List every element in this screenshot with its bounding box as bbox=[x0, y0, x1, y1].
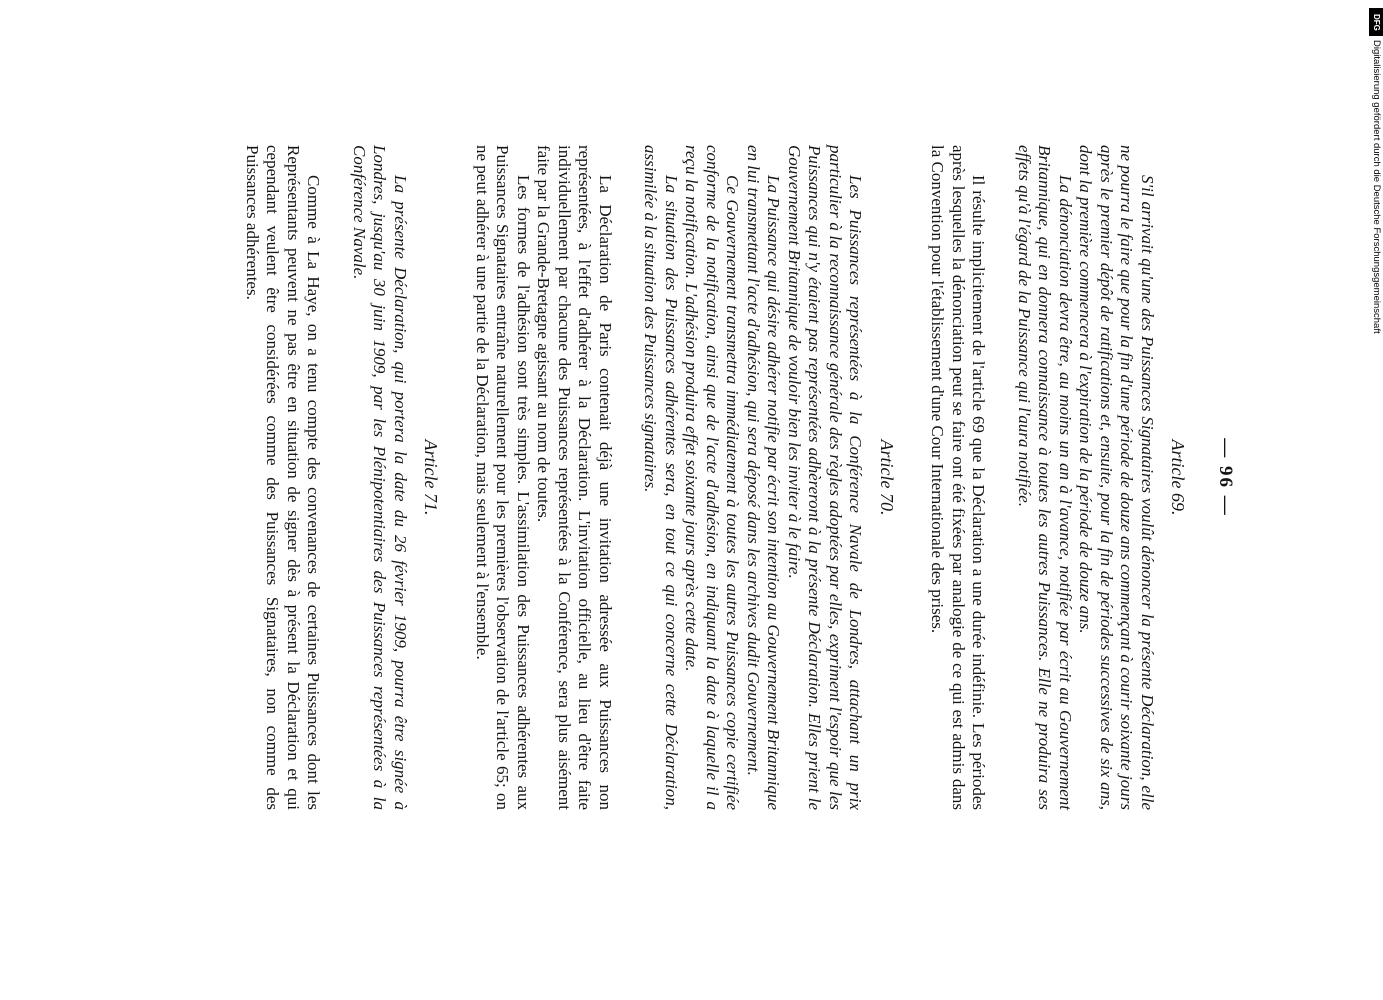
article-69-commentary: Il résulte implicitement de l'article 69 que la Déclaration a une durée indéfinie. Les périodes après lesquelles la dénonciation peut se faire ont été fixées par analogie de ce qui est admis dans la Convention pour l'établissement d'une Cour Internationale des prises. bbox=[928, 145, 989, 810]
dfg-logo: DFG bbox=[1369, 8, 1383, 36]
article-69 bbox=[927, 145, 1189, 810]
spacer bbox=[897, 145, 927, 810]
article-71-commentary: Comme à La Haye, on a tenu compte des convenances de certaines Puissances dont les Représentants peuvent ne pas être en situation de signer dès à présent la Déclaration et qui cependant veulent être considérées comme des Puissances Signataires, non comme des Puissances adhérentes. bbox=[243, 145, 324, 810]
spacer bbox=[989, 145, 1014, 810]
digitization-credit bbox=[1369, 8, 1383, 388]
article-70 bbox=[472, 145, 898, 810]
article-70-paragraph-2: La Puissance qui désire adhérer notifie par écrit son intention au Gouvernement Britannique en lui transmettant l'acte d'adhésion, qui sera déposé dans les archives dudit Gouvernement. bbox=[744, 145, 784, 810]
article-70-paragraph-3: Ce Gouvernement transmettra immédiatement à toutes les autres Puissances copie certifiée conforme de la notification, ainsi que de l'acte d'adhésion, en indiquant la date à laquelle il a reçu la notification. L'adhésion produira effet soixante jours après cette date. bbox=[682, 145, 743, 810]
page-number: — 96 — bbox=[1215, 438, 1236, 517]
article-69-paragraph-2: La dénonciation devra être, au moins un an à l'avance, notifiée par écrit au Gouvernement Britannique, qui en donnera connaissance à toutes les autres Puissances. Elle ne produira ses effets qu'à l'égard de la Puissance qui l'aura notifiée. bbox=[1015, 145, 1075, 810]
article-71-title: Article 71. bbox=[421, 439, 442, 516]
spacer bbox=[324, 145, 349, 810]
article-70-title: Article 70. bbox=[877, 439, 897, 516]
article-69-paragraph-1: S'il arrivait qu'une des Puissances Signataires voulût dénoncer la présente Déclaration, elle ne pourra le faire que pour la fin d'une période de douze ans commençant à courir soixante jours après le premier dépôt de ratifications et, ensuite, pour la fin de périodes successives de six ans, dont la première commencera à l'expiration de la période de douze ans. bbox=[1076, 145, 1157, 810]
article-71 bbox=[242, 145, 442, 810]
dfg-credit-text: Digitalisierung gefördert durch die Deutsche Forschungsgemeinschaft bbox=[1371, 40, 1382, 334]
article-70-paragraph-4: La situation des Puissances adhérentes sera, en tout ce qui concerne cette Déclaration, assimilée à la situation des Puissances signataires. bbox=[641, 145, 681, 810]
article-71-paragraph-1: La présente Déclaration, qui portera la date du 26 février 1909, pourra être signée à Londres, jusqu'au 30 juin 1909, par les Plénipotentiaires des Puissances représentées à la Conférence Navale. bbox=[350, 145, 410, 810]
article-70-commentary-1: La Déclaration de Paris contenait déjà une invitation adressée aux Puissances non représentées, à l'effet d'adhérer à la Déclaration. L'invitation officielle, au lieu d'être faite individuellement par chacune des Puissances représentées à la Conférence, sera plus aisément faite par la Grande-Bretagne agissant au nom de toutes. bbox=[534, 145, 615, 810]
article-70-paragraph-1: Les Puissances représentées à la Conférence Navale de Londres, attachant un prix particulier à la reconnaissance générale des règles adoptées par elles, expriment l'espoir que les Puissances qui n'y étaient pas représentées adhèreront à la présente Déclaration. Elles prient le Gouvernement Britannique de vouloir bien les inviter à le faire. bbox=[785, 145, 866, 810]
rotated-page-content bbox=[145, 145, 1235, 810]
spacer bbox=[615, 145, 640, 810]
article-70-commentary-2: Les formes de l'adhésion sont très simples. L'assimilation des Puissances adhérentes aux Puissances Signataires entraîne naturellement pour les premières l'observation de l'article 65; on ne peut adhérer à une partie de la Déclaration, mais seulement à l'ensemble. bbox=[473, 145, 533, 810]
spacer bbox=[442, 145, 472, 810]
article-69-title: Article 69. bbox=[1168, 439, 1189, 516]
